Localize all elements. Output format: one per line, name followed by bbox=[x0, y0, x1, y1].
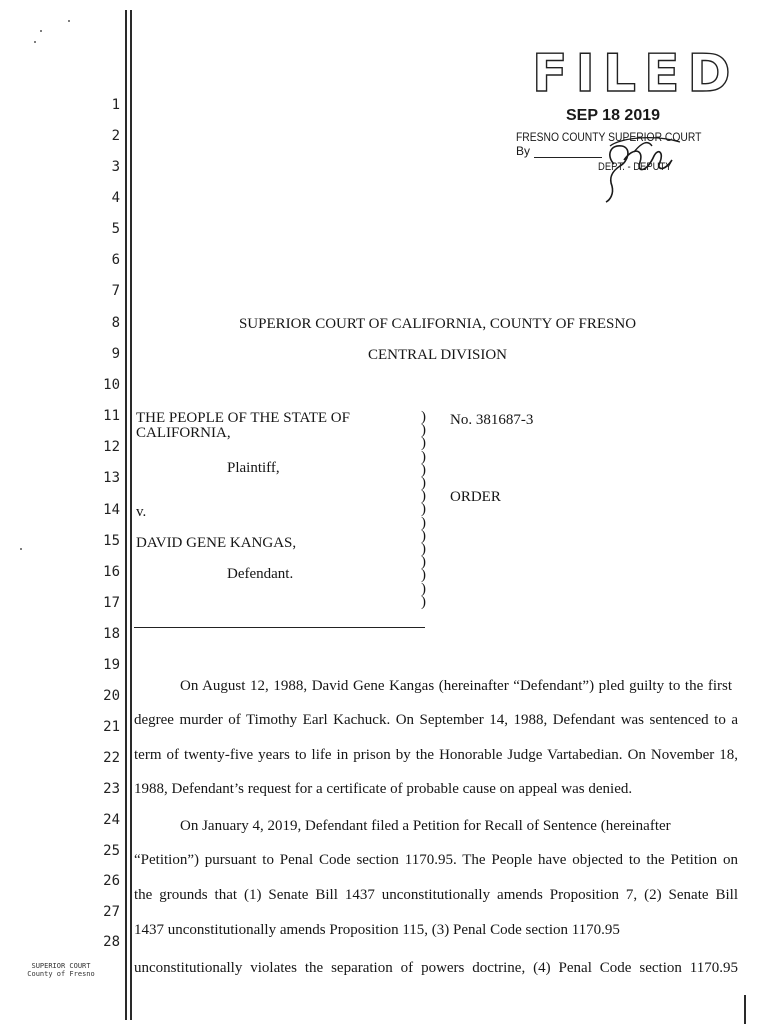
body-line: 1988, Defendant’s request for a certificate of probable cause on appeal was denied. bbox=[134, 781, 633, 797]
document-title: ORDER bbox=[450, 489, 501, 505]
left-margin-rule-outer bbox=[125, 10, 127, 1020]
line-number: 13 bbox=[103, 470, 120, 486]
body-line: “Petition”) pursuant to Penal Code section 1170.95. The People have objected to the Petition on bbox=[134, 852, 738, 868]
scan-speck bbox=[34, 41, 36, 43]
filed-stamp bbox=[514, 44, 739, 204]
scan-speck bbox=[40, 30, 42, 32]
filed-stamp-by-label: By bbox=[516, 144, 531, 158]
line-number: 23 bbox=[103, 781, 120, 797]
body-line: term of twenty-five years to life in prison by the Honorable Judge Vartabedian. On November 18, bbox=[134, 747, 738, 763]
line-number: 27 bbox=[103, 904, 120, 920]
line-number: 8 bbox=[111, 315, 120, 331]
line-number: 10 bbox=[103, 377, 120, 393]
line-number: 17 bbox=[103, 595, 120, 611]
line-number: 19 bbox=[103, 657, 120, 673]
filed-stamp-deputy: DEPT. - DEPUTY bbox=[598, 161, 672, 173]
body-line: 1437 unconstitutionally amends Proposition 115, (3) Penal Code section 1170.95 bbox=[134, 922, 620, 938]
scan-speck bbox=[68, 20, 70, 22]
line-number: 24 bbox=[103, 812, 120, 828]
court-division: CENTRAL DIVISION bbox=[367, 347, 507, 363]
filed-stamp-court: FRESNO COUNTY SUPERIOR COURT bbox=[516, 130, 702, 144]
body-line: unconstitutionally violates the separation of powers doctrine, (4) Penal Code section 1170.95 bbox=[134, 960, 738, 976]
line-number: 16 bbox=[103, 564, 120, 580]
line-number: 9 bbox=[111, 346, 120, 362]
line-number: 12 bbox=[103, 439, 120, 455]
body-line: degree murder of Timothy Earl Kachuck. On September 14, 1988, Defendant was sentenced to a bbox=[134, 712, 738, 728]
body-line: On January 4, 2019, Defendant filed a Petition for Recall of Sentence (hereinafter bbox=[180, 818, 671, 834]
line-number: 7 bbox=[111, 283, 120, 299]
line-number: 15 bbox=[103, 533, 120, 549]
line-number: 22 bbox=[103, 750, 120, 766]
left-margin-rule-inner bbox=[130, 10, 132, 1020]
court-name: SUPERIOR COURT OF CALIFORNIA, COUNTY OF FRESNO bbox=[238, 316, 637, 332]
line-number: 21 bbox=[103, 719, 120, 735]
caption-rule bbox=[134, 627, 425, 628]
plaintiff-role: Plaintiff, bbox=[227, 460, 280, 476]
line-number: 18 bbox=[103, 626, 120, 642]
clerk-signature bbox=[584, 116, 694, 206]
filed-stamp-word: FILED bbox=[532, 44, 739, 104]
body-line: On August 12, 1988, David Gene Kangas (hereinafter “Defendant”) pled guilty to the first bbox=[180, 678, 732, 694]
line-number: 3 bbox=[111, 159, 120, 175]
case-number: No. 381687-3 bbox=[450, 412, 534, 428]
line-number: 26 bbox=[103, 873, 120, 889]
line-number: 6 bbox=[111, 252, 120, 268]
line-number: 28 bbox=[103, 934, 120, 950]
line-number: 25 bbox=[103, 843, 120, 859]
body-line: the grounds that (1) Senate Bill 1437 unconstitutionally amends Proposition 7, (2) Senate Bill bbox=[134, 887, 738, 903]
footer-court-line2: County of Fresno bbox=[27, 970, 95, 978]
caption-parentheses-column: ) ) ) ) ) ) ) ) ) ) ) ) ) ) ) bbox=[421, 409, 426, 610]
right-margin-rule bbox=[744, 995, 746, 1024]
line-number: 1 bbox=[111, 97, 120, 113]
filed-stamp-date: SEP 18 2019 bbox=[566, 107, 661, 124]
defendant-role: Defendant. bbox=[227, 566, 294, 582]
line-number: 11 bbox=[103, 408, 120, 424]
versus-label: v. bbox=[136, 504, 147, 520]
scan-speck bbox=[20, 548, 22, 550]
line-number: 4 bbox=[111, 190, 120, 206]
plaintiff-name-line1: THE PEOPLE OF THE STATE OF bbox=[136, 410, 350, 426]
line-number: 20 bbox=[103, 688, 120, 704]
line-number: 5 bbox=[111, 221, 120, 237]
plaintiff-name-line2: CALIFORNIA, bbox=[136, 425, 231, 441]
defendant-name: DAVID GENE KANGAS, bbox=[136, 535, 297, 551]
footer-court-line1: SUPERIOR COURT bbox=[31, 962, 91, 970]
line-number: 2 bbox=[111, 128, 120, 144]
line-number: 14 bbox=[103, 502, 120, 518]
footer-court-mark bbox=[22, 962, 100, 978]
